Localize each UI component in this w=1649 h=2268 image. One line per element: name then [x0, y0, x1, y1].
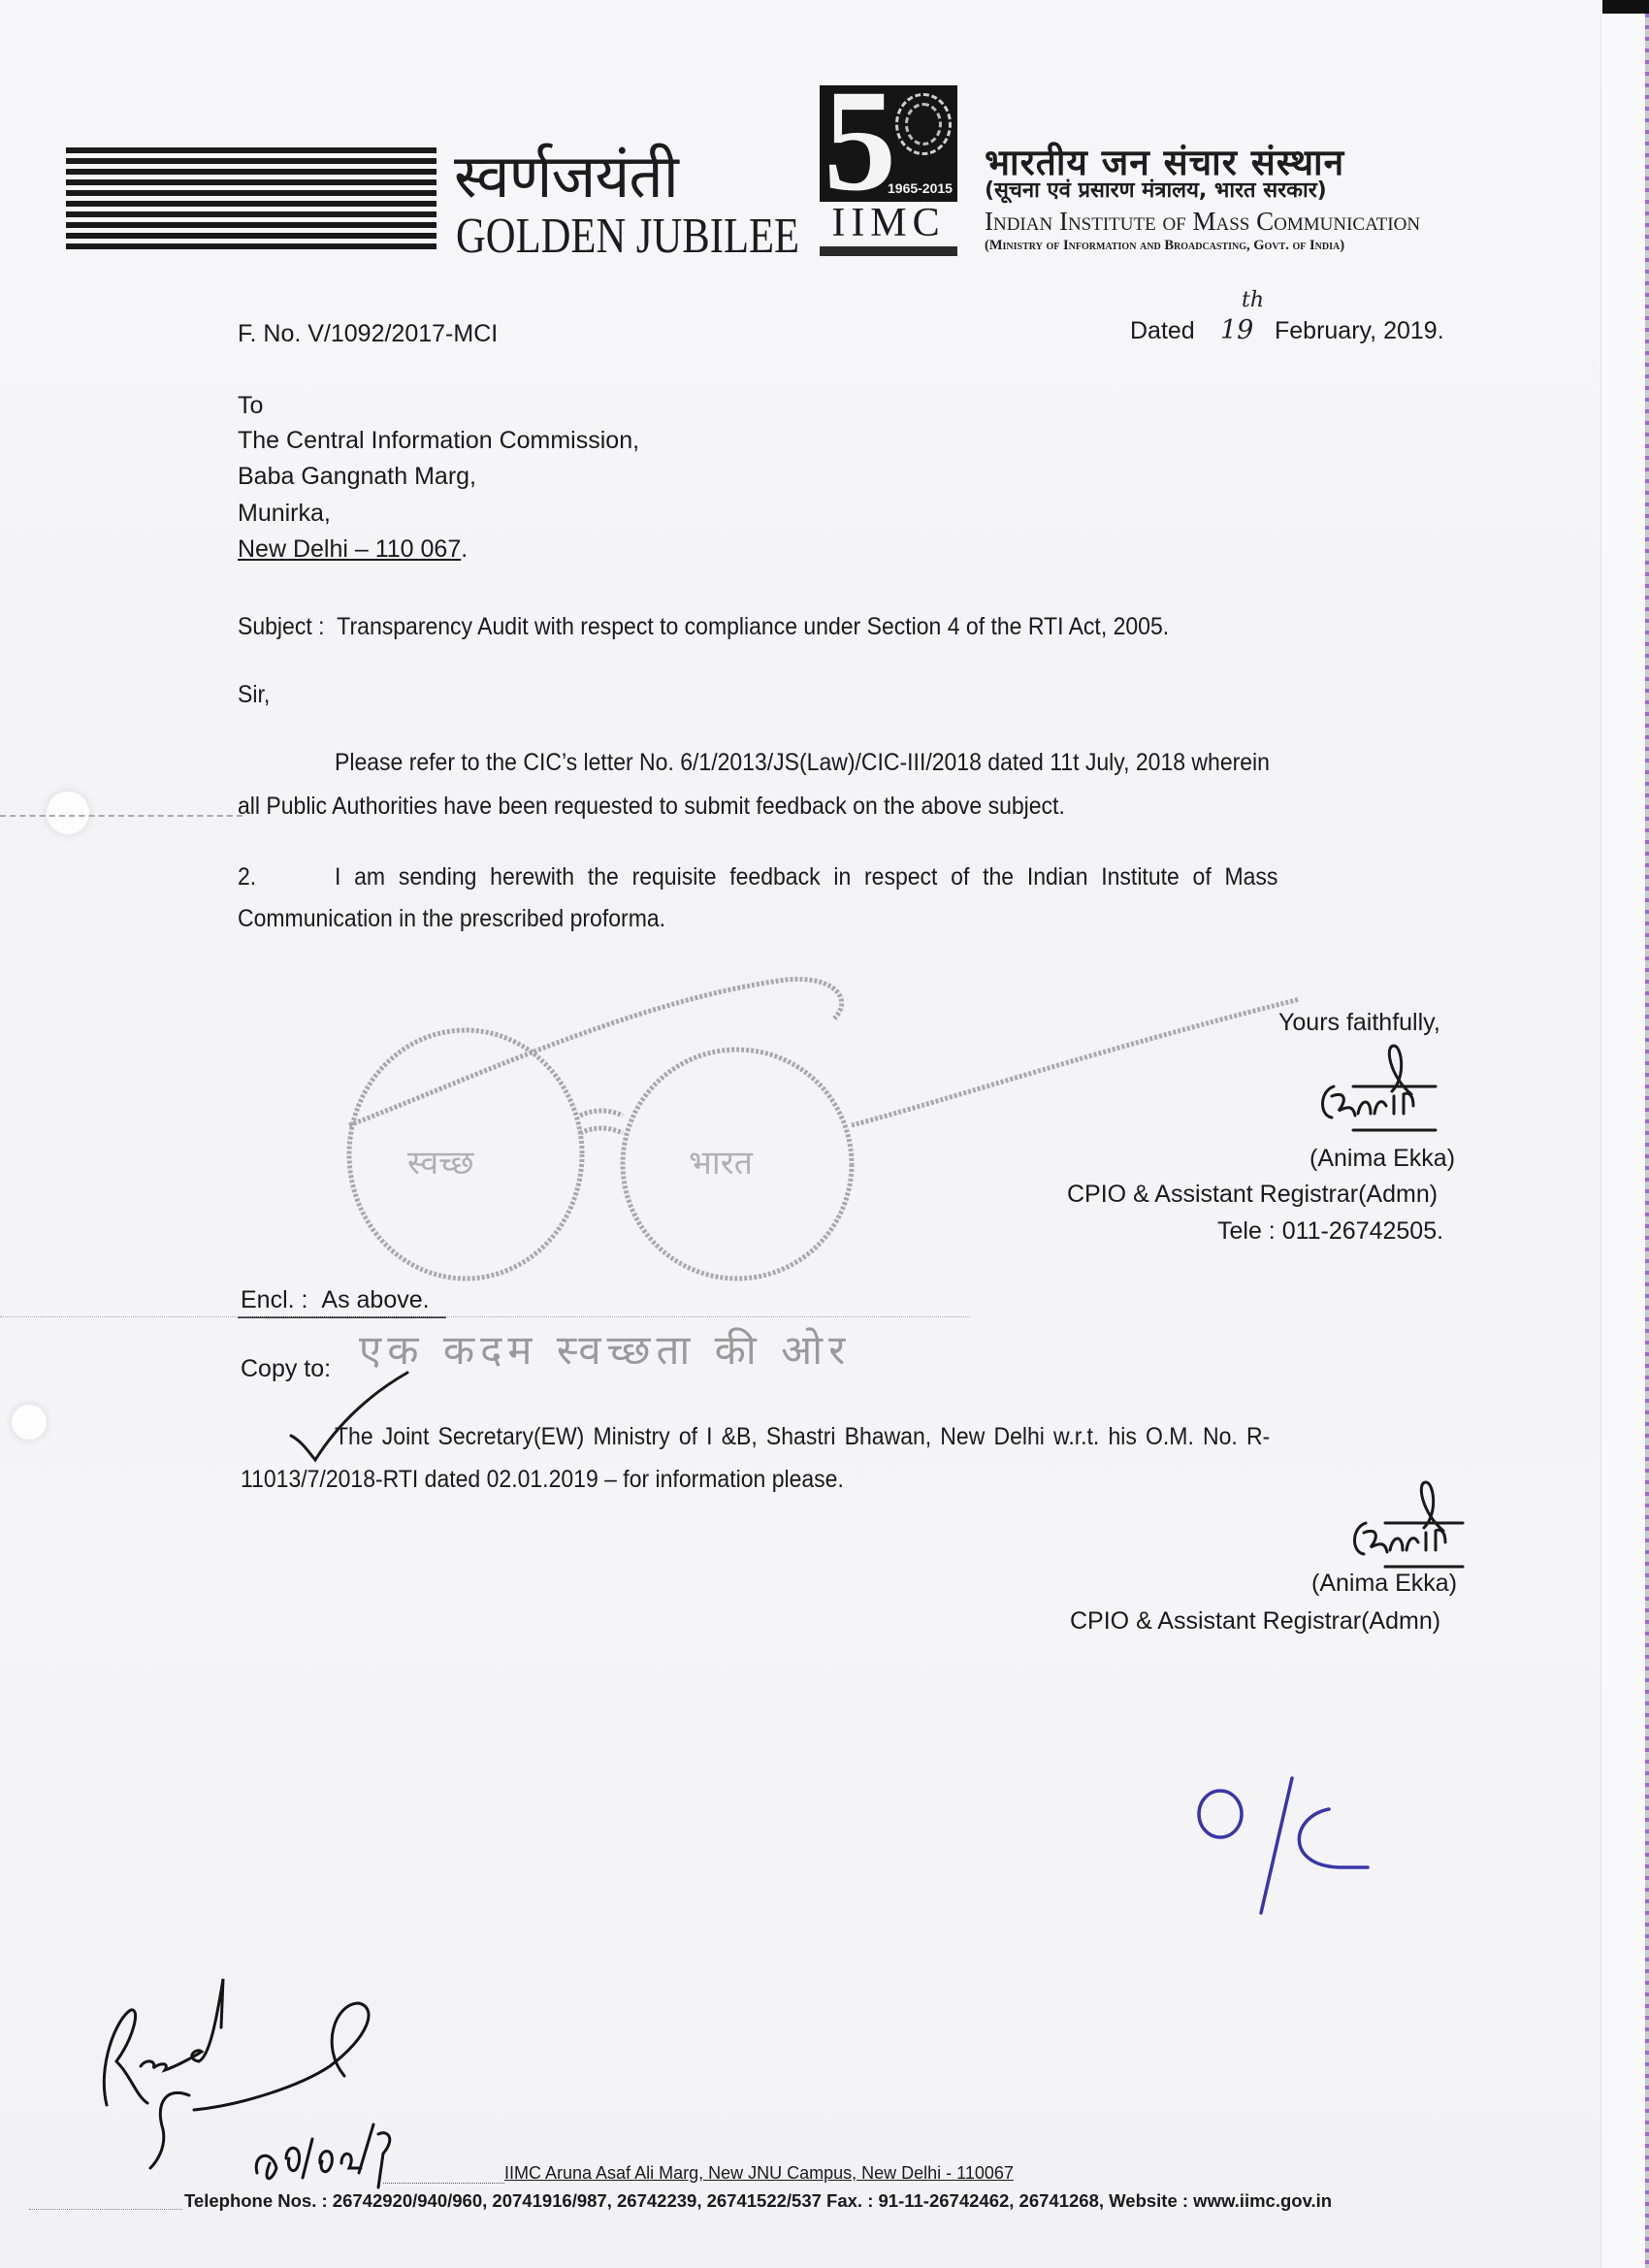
valediction: Yours faithfully,	[1278, 1009, 1440, 1036]
page-edge	[1600, 14, 1646, 2268]
footer-contact: Telephone Nos. : 26742920/940/960, 20741916/987, 26742239, 26741522/537 Fax. : 91-11-26742462, 26741268, Website : www.iimc.gov.in	[184, 2190, 1333, 2211]
checkmark-icon	[286, 1368, 412, 1474]
address-line: Baba Gangnath Marg,	[238, 463, 476, 490]
scan-border	[1602, 0, 1649, 14]
copy-to-line-1: The Joint Secretary(EW) Ministry of I &B, Shastri Bhawan, New Delhi w.r.t. his O.M. No. R-	[335, 1423, 1271, 1450]
iimc-50-logo	[820, 60, 957, 258]
copy-signatory-designation: CPIO & Assistant Registrar(Admn)	[1070, 1607, 1441, 1635]
copy-signatory-name: (Anima Ekka)	[1311, 1570, 1458, 1597]
logo-acronym: IIMC	[831, 201, 946, 245]
copy-to-line-2: 11013/7/2018-RTI dated 02.01.2019 – for information please.	[241, 1466, 844, 1493]
enclosure-value: As above.	[321, 1286, 430, 1313]
signature-icon	[1346, 1479, 1472, 1571]
oc-handwritten-mark	[1193, 1770, 1387, 1926]
salutation: Sir,	[238, 681, 271, 708]
logo-emblem-inner-icon	[905, 103, 942, 146]
stamp-left-text: स्वच्छ	[407, 1144, 474, 1183]
page-edge-dotted	[1645, 14, 1649, 2268]
body-paragraph-2-line-1: I am sending herewith the requisite feedback in respect of the Indian Institute of Mass	[335, 863, 1278, 891]
fold-line	[0, 1316, 970, 1317]
address-line: Munirka,	[238, 500, 331, 527]
footer-leader-line	[383, 2183, 504, 2184]
enclosure-label: Encl. :	[241, 1286, 308, 1313]
org-name-english: Indian Institute of Mass Communication	[985, 207, 1421, 236]
dated-label: Dated	[1130, 317, 1195, 344]
org-ministry-hindi: (सूचना एवं प्रसारण मंत्रालय, भारत सरकार)	[985, 178, 1327, 203]
signature-icon	[1314, 1038, 1440, 1135]
enclosure	[241, 1286, 430, 1314]
signatory-phone: Tele : 011-26742505.	[1217, 1217, 1444, 1245]
paragraph-number: 2.	[238, 863, 257, 891]
signatory-designation: CPIO & Assistant Registrar(Admn)	[1067, 1181, 1439, 1208]
swachh-bharat-stamp	[330, 960, 1300, 1310]
address-line: The Central Information Commission,	[238, 427, 640, 454]
fold-line	[0, 815, 242, 817]
footer-address: IIMC Aruna Asaf Ali Marg, New JNU Campus, New Delhi - 110067	[504, 2163, 1014, 2183]
signatory-name: (Anima Ekka)	[1310, 1145, 1456, 1172]
punch-hole	[12, 1405, 47, 1440]
address-city-underlined: New Delhi – 110 067	[238, 535, 462, 563]
punch-hole	[47, 792, 89, 834]
golden-jubilee-hindi: स्वर्णजयंती	[454, 141, 678, 211]
file-number: F. No. V/1092/2017-MCI	[238, 320, 499, 347]
logo-years: 1965-2015	[888, 180, 953, 196]
date-month-year: February, 2019.	[1275, 317, 1444, 344]
subject-line	[238, 613, 1169, 641]
logo-number: 5	[824, 60, 896, 221]
to-label: To	[238, 392, 264, 419]
spectacles-icon	[330, 960, 1300, 1310]
subject-label: Subject :	[238, 613, 325, 640]
address-city-period: .	[461, 535, 469, 563]
body-paragraph-1-line-2: all Public Authorities have been requested to submit feedback on the above subject.	[238, 793, 1065, 820]
date-suffix-handwritten: th	[1242, 288, 1265, 312]
body-paragraph-2-line-2: Communication in the prescribed proforma.	[238, 905, 666, 932]
org-name-hindi: भारतीय जन संचार संस्थान	[985, 142, 1345, 183]
body-paragraph-1-line-1: Please refer to the CIC’s letter No. 6/1/2013/JS(Law)/CIC-III/2018 dated 11t July, 2018 wherein	[335, 749, 1270, 776]
stamp-right-text: भारत	[689, 1144, 753, 1183]
subject-text: Transparency Audit with respect to compliance under Section 4 of the RTI Act, 2005.	[337, 613, 1170, 640]
header-stripes	[66, 147, 436, 258]
golden-jubilee-english: GOLDEN JUBILEE	[456, 209, 800, 264]
received-signature-note	[87, 1969, 456, 2192]
address-city	[238, 535, 468, 564]
org-ministry-english: (Ministry of Information and Broadcasting, Govt. of India)	[985, 238, 1345, 253]
date-day-handwritten: 19	[1220, 315, 1254, 345]
copy-to-label: Copy to:	[241, 1355, 332, 1382]
swachh-bharat-slogan: एक कदम स्वच्छता की ओर	[359, 1326, 852, 1374]
logo-band	[820, 246, 957, 256]
footer-leader-line	[29, 2209, 182, 2210]
